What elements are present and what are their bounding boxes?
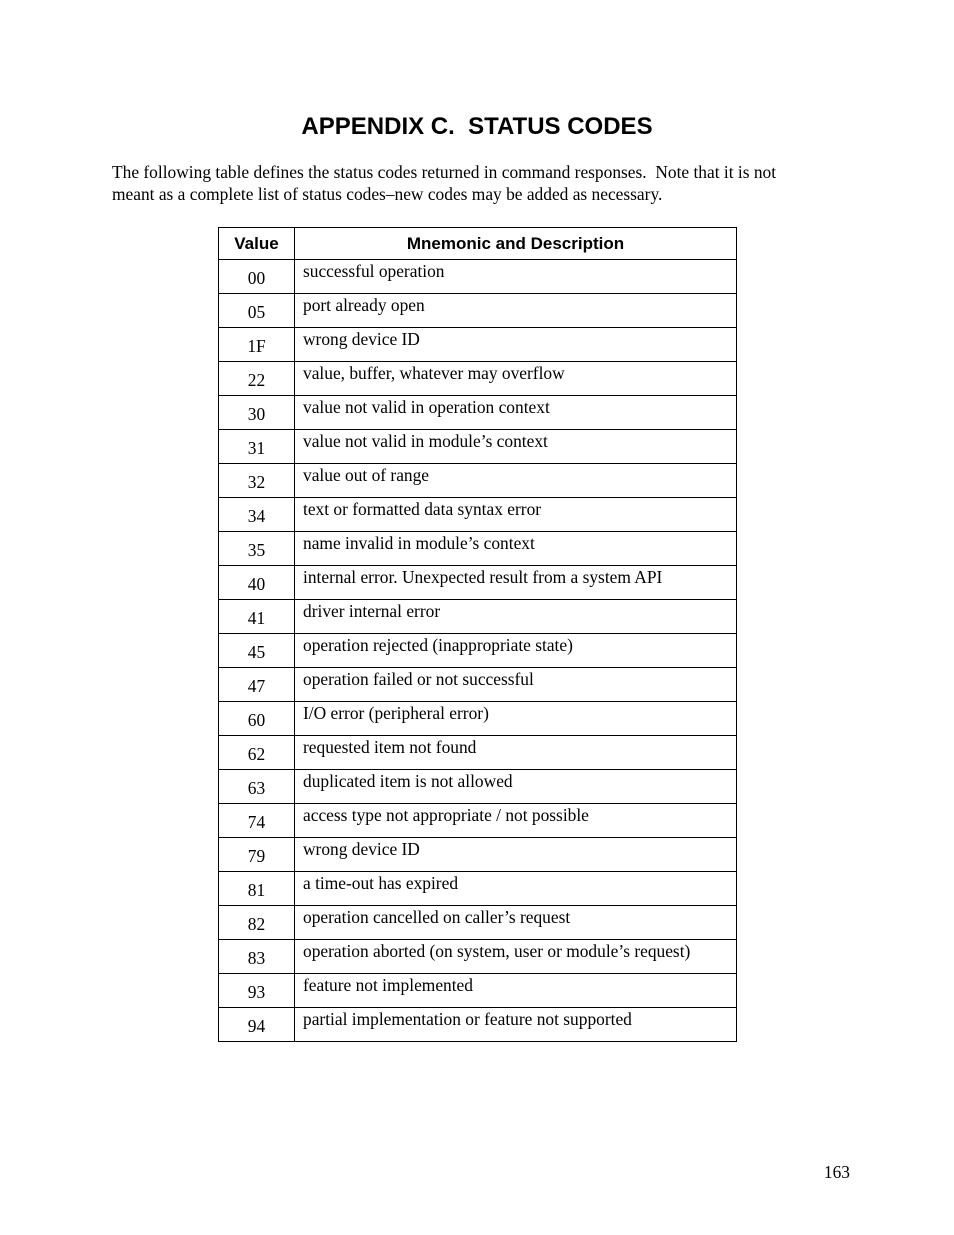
- status-code-value: 62: [219, 736, 295, 770]
- status-code-description: value not valid in operation context: [295, 396, 737, 430]
- status-code-description: operation rejected (inappropriate state): [295, 634, 737, 668]
- status-codes-table: [218, 227, 737, 1042]
- status-code-value: 32: [219, 464, 295, 498]
- status-code-description: wrong device ID: [295, 838, 737, 872]
- status-code-value: 45: [219, 634, 295, 668]
- table-body: [219, 260, 737, 1042]
- table-row: [219, 974, 737, 1008]
- table-row: [219, 906, 737, 940]
- table-row: [219, 600, 737, 634]
- table-row: [219, 668, 737, 702]
- table-row: [219, 328, 737, 362]
- table-row: [219, 736, 737, 770]
- status-code-description: requested item not found: [295, 736, 737, 770]
- table-row: [219, 260, 737, 294]
- status-code-value: 93: [219, 974, 295, 1008]
- table-row: [219, 294, 737, 328]
- table-row: [219, 804, 737, 838]
- intro-paragraph: [112, 162, 842, 205]
- table-row: [219, 362, 737, 396]
- status-code-value: 63: [219, 770, 295, 804]
- status-code-value: 30: [219, 396, 295, 430]
- page-number: 163: [823, 1162, 850, 1182]
- status-code-value: 94: [219, 1008, 295, 1042]
- status-code-description: operation cancelled on caller’s request: [295, 906, 737, 940]
- status-code-value: 00: [219, 260, 295, 294]
- table-row: [219, 532, 737, 566]
- status-code-description: feature not implemented: [295, 974, 737, 1008]
- status-code-value: 82: [219, 906, 295, 940]
- status-code-description: I/O error (peripheral error): [295, 702, 737, 736]
- status-code-description: operation failed or not successful: [295, 668, 737, 702]
- status-code-value: 81: [219, 872, 295, 906]
- intro-line-1: The following table defines the status codes returned in command responses. Note that it is not: [112, 162, 777, 182]
- status-code-value: 34: [219, 498, 295, 532]
- status-code-value: 31: [219, 430, 295, 464]
- status-code-value: 60: [219, 702, 295, 736]
- page-title: APPENDIX C. STATUS CODES: [301, 113, 653, 140]
- status-code-description: wrong device ID: [295, 328, 737, 362]
- status-code-description: successful operation: [295, 260, 737, 294]
- table-row: [219, 464, 737, 498]
- column-header-value: Value: [219, 228, 295, 260]
- table-row: [219, 566, 737, 600]
- status-code-value: 05: [219, 294, 295, 328]
- status-code-description: operation aborted (on system, user or module’s request): [295, 940, 737, 974]
- status-code-description: name invalid in module’s context: [295, 532, 737, 566]
- table-row: [219, 940, 737, 974]
- status-code-value: 47: [219, 668, 295, 702]
- status-code-value: 22: [219, 362, 295, 396]
- status-code-description: access type not appropriate / not possible: [295, 804, 737, 838]
- status-code-description: duplicated item is not allowed: [295, 770, 737, 804]
- table-row: [219, 634, 737, 668]
- table-row: [219, 498, 737, 532]
- status-code-value: 74: [219, 804, 295, 838]
- status-code-description: value out of range: [295, 464, 737, 498]
- table-row: [219, 430, 737, 464]
- status-code-value: 83: [219, 940, 295, 974]
- status-code-description: a time-out has expired: [295, 872, 737, 906]
- status-code-value: 1F: [219, 328, 295, 362]
- column-header-description: Mnemonic and Description: [295, 228, 737, 260]
- status-code-value: 41: [219, 600, 295, 634]
- table-header-row: [219, 228, 737, 260]
- table-row: [219, 872, 737, 906]
- status-code-description: text or formatted data syntax error: [295, 498, 737, 532]
- status-code-description: driver internal error: [295, 600, 737, 634]
- table-row: [219, 770, 737, 804]
- status-code-value: 40: [219, 566, 295, 600]
- status-code-description: internal error. Unexpected result from a system API: [295, 566, 737, 600]
- status-code-value: 79: [219, 838, 295, 872]
- status-code-description: port already open: [295, 294, 737, 328]
- status-code-description: value, buffer, whatever may overflow: [295, 362, 737, 396]
- table-row: [219, 702, 737, 736]
- table-row: [219, 1008, 737, 1042]
- status-code-description: value not valid in module’s context: [295, 430, 737, 464]
- table-row: [219, 396, 737, 430]
- status-code-value: 35: [219, 532, 295, 566]
- table-row: [219, 838, 737, 872]
- intro-line-2: meant as a complete list of status codes–new codes may be added as necessary.: [112, 183, 663, 204]
- status-code-description: partial implementation or feature not supported: [295, 1008, 737, 1042]
